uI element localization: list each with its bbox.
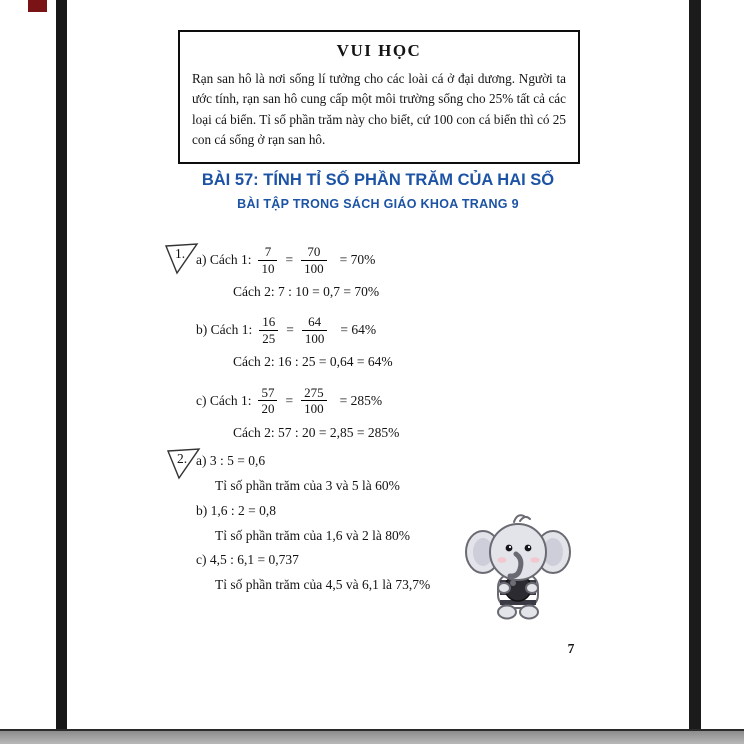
ex1-row-c-cach1 <box>196 381 626 421</box>
fun-fact-box <box>178 30 580 164</box>
ex2-row-b2: Tỉ số phần trăm của 1,6 và 2 là 80% <box>215 527 410 543</box>
ex2-row-a2: Tỉ số phần trăm của 3 và 5 là 60% <box>215 477 400 493</box>
ex1-row-a-cach1 <box>174 240 626 280</box>
equals-sign: = <box>285 252 294 267</box>
ex1-c-result: = 285% <box>339 392 383 408</box>
fun-fact-body: Rạn san hô là nơi sống lí tưởng cho các loài cá ở đại dương. Người ta ước tính, rạn san hô cung cấp một môi trường sống cho 25% tất cả các loại cá biển. Tỉ số phần trăm này cho biết, cứ 100 con cá biển thì có 25 con cá sống ở rạn san hô. <box>192 71 566 148</box>
ex1-row-c-cach2: Cách 2: 57 : 20 = 2,85 = 285% <box>233 424 400 440</box>
ex1-b-label: b) Cách 1: <box>196 322 253 338</box>
exercise-2-number: 2. <box>176 450 188 466</box>
photo-right-edge <box>689 0 701 731</box>
ex1-b-result: = 64% <box>340 322 377 338</box>
elephant-illustration <box>462 510 574 632</box>
ex2-row-a1 <box>176 450 626 472</box>
equals-sign: = <box>286 322 294 338</box>
ex1-a-label: a) Cách 1: <box>196 252 252 267</box>
ex1-row-b-cach2: Cách 2: 16 : 25 = 0,64 = 64% <box>233 354 393 370</box>
ex1-row-a-cach2: Cách 2: 7 : 10 = 0,7 = 70% <box>233 284 380 299</box>
ex1-a-result: = 70% <box>339 252 376 267</box>
fraction: $\frac{16}{25}$ <box>259 314 278 346</box>
equals-sign: = <box>285 392 294 408</box>
ex2-row-c1: c) 4,5 : 6,1 = 0,737 <box>196 552 299 568</box>
exercise-2-marker <box>165 447 201 481</box>
fraction: $\frac{275}{100}$ <box>301 385 327 417</box>
exercise-1-marker <box>163 242 199 276</box>
lesson-title: BÀI 57: TÍNH TỈ SỐ PHẦN TRĂM CỦA HAI SỐ <box>201 171 555 189</box>
page-corner-red-mark <box>28 0 47 12</box>
photo-bottom-edge <box>0 729 744 744</box>
ex1-c-label: c) Cách 1: <box>196 392 252 408</box>
lesson-subtitle: BÀI TẬP TRONG SÁCH GIÁO KHOA TRANG 9 <box>237 197 519 211</box>
fraction: $\frac{64}{100}$ <box>302 314 328 346</box>
exercise-1-number: 1. <box>174 246 186 261</box>
fraction: $\frac{57}{20}$ <box>258 385 277 417</box>
ex2-row-c2: Tỉ số phần trăm của 4,5 và 6,1 là 73,7% <box>215 577 431 593</box>
fraction: $\frac{70}{100}$ <box>301 244 327 276</box>
fraction: $\frac{7}{10}$ <box>258 244 277 276</box>
page-number: 7 <box>567 641 575 656</box>
ex2-row-b1: b) 1,6 : 2 = 0,8 <box>196 502 276 518</box>
ex2-a-equation: a) 3 : 5 = 0,6 <box>196 452 266 468</box>
photo-left-edge <box>56 0 67 731</box>
ex1-row-b-cach1 <box>196 310 626 350</box>
fun-fact-title: VUI HỌC <box>336 41 422 60</box>
